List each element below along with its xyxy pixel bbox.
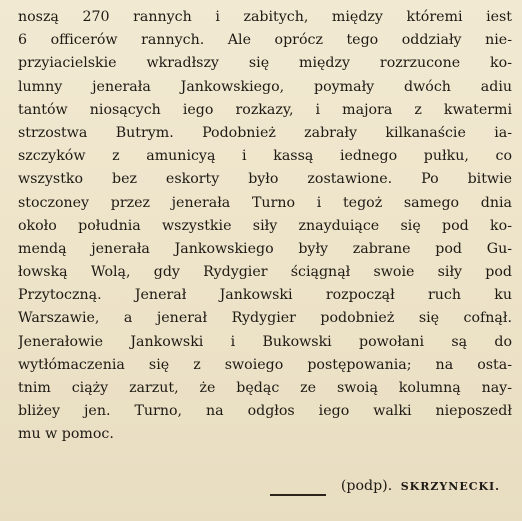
- signature-rule: [270, 494, 326, 496]
- text-line: tnim ciąży zarzut, że będąc ze swoią kolumną nay-: [18, 380, 512, 396]
- text-line: wytłómaczenia się z swoiego postępowania; na osta-: [18, 356, 512, 373]
- text-line: Przytoczną. Jenerał Jankowski rozpoczął ruch ku: [18, 287, 512, 304]
- text-line: 6 officerów rannych. Ale oprócz tego oddziały nie-: [18, 32, 512, 49]
- text-line: przyiacielskie wkradłszy się między rozrzucone ko-: [18, 55, 512, 72]
- text-line: łowską Wolą, gdy Rydygier ściągnął swoie siły pod: [18, 264, 512, 281]
- text-line: wszystko bez eskorty było zostawione. Po bitwie: [18, 171, 512, 188]
- text-line: szczyków z amunicyą i kassą iednego pułku, co: [18, 148, 512, 165]
- article-body: [18, 6, 512, 447]
- signature-text: [341, 478, 500, 494]
- signature-prefix: (podp).: [340, 478, 393, 494]
- text-line: bliżey jen. Turno, na odgłos iego walki nieposzedł: [18, 403, 512, 420]
- signature-block: [18, 476, 512, 502]
- text-line: mendą jenerała Jankowskiego były zabrane pod Gu-: [18, 240, 512, 257]
- text-line-final: mu w pomoc.: [18, 426, 114, 443]
- signature-name: SKRZYNECKI.: [400, 480, 500, 493]
- text-line: Warszawie, a jenerał Rydygier podobnież się cofnął.: [18, 310, 512, 327]
- text-line: Jenerałowie Jankowski i Bukowski powołani są do: [18, 333, 512, 350]
- text-line: strzostwa Butrym. Podobnież zabrały kilkanaście ia-: [18, 124, 512, 141]
- text-line: tantów niosących iego rozkazy, i majora z kwatermi: [18, 101, 512, 118]
- text-line: około południa wszystkie siły znayduiące się pod ko-: [18, 217, 512, 234]
- text-line: lumny jenerała Jankowskiego, poymały dwóch adiu: [18, 78, 512, 95]
- text-line: stoczoney przez jenerała Turno i tegoż samego dnia: [18, 194, 512, 211]
- text-line: noszą 270 rannych i zabitych, między któremi iest: [18, 9, 512, 25]
